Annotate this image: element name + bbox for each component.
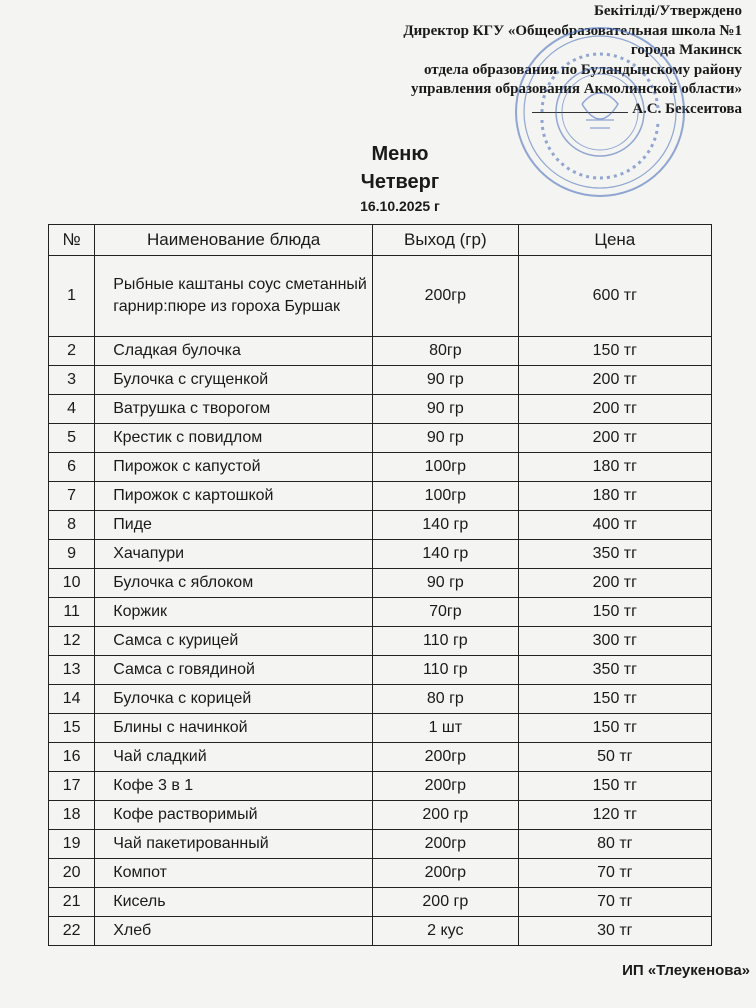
cell-price: 80 тг: [518, 830, 711, 859]
cell-name: Самса с курицей: [95, 627, 373, 656]
cell-price: 180 тг: [518, 482, 711, 511]
cell-num: 1: [49, 256, 95, 337]
cell-name: Хлеб: [95, 917, 373, 946]
table-row: [49, 772, 712, 801]
table-row: [49, 714, 712, 743]
cell-output: 140 гр: [373, 540, 519, 569]
cell-price: 70 тг: [518, 859, 711, 888]
menu-day: Четверг: [360, 171, 440, 193]
cell-output: 90 гр: [373, 395, 519, 424]
cell-output: 200гр: [373, 859, 519, 888]
table-row: [49, 656, 712, 685]
cell-num: 7: [49, 482, 95, 511]
cell-num: 20: [49, 859, 95, 888]
cell-name: Булочка с корицей: [95, 685, 373, 714]
table-row: [49, 337, 712, 366]
cell-price: 150 тг: [518, 714, 711, 743]
cell-price: 600 тг: [518, 256, 711, 337]
cell-price: 350 тг: [518, 540, 711, 569]
cell-output: 90 гр: [373, 569, 519, 598]
approval-line-1: Бекітілді/Утверждено: [593, 3, 742, 19]
cell-output: 90 гр: [373, 424, 519, 453]
cell-name: Коржик: [95, 598, 373, 627]
cell-num: 11: [49, 598, 95, 627]
cell-num: 17: [49, 772, 95, 801]
cell-price: 180 тг: [518, 453, 711, 482]
table-row: [49, 256, 712, 337]
cell-num: 15: [49, 714, 95, 743]
signatory-name: А.С. Бексеитова: [632, 100, 742, 117]
cell-output: 200гр: [373, 772, 519, 801]
cell-price: 400 тг: [518, 511, 711, 540]
cell-output: 80гр: [373, 337, 519, 366]
header-num: №: [49, 225, 95, 256]
cell-output: 2 кус: [373, 917, 519, 946]
cell-price: 150 тг: [518, 598, 711, 627]
cell-price: 150 тг: [518, 772, 711, 801]
table-row: [49, 453, 712, 482]
cell-num: 4: [49, 395, 95, 424]
menu-table-body: [49, 256, 712, 946]
stamp-seal-icon: [512, 24, 688, 200]
menu-date: 16.10.2025 г: [360, 198, 440, 214]
cell-output: 200гр: [373, 743, 519, 772]
cell-name: Крестик с повидлом: [95, 424, 373, 453]
cell-name: Чай пакетированный: [95, 830, 373, 859]
cell-output: 140 гр: [373, 511, 519, 540]
cell-num: 6: [49, 453, 95, 482]
cell-output: 200гр: [373, 256, 519, 337]
cell-name: Рыбные каштаны соус сметанный гарнир:пюре из гороха Буршак: [95, 256, 373, 337]
cell-num: 14: [49, 685, 95, 714]
approval-line-3: города Макинск: [630, 42, 742, 58]
table-row: [49, 801, 712, 830]
cell-output: 100гр: [373, 453, 519, 482]
cell-output: 110 гр: [373, 656, 519, 685]
cell-num: 21: [49, 888, 95, 917]
table-row: [49, 598, 712, 627]
table-header-row: [49, 225, 712, 256]
table-row: [49, 627, 712, 656]
table-row: [49, 917, 712, 946]
header-name: Наименование блюда: [95, 225, 373, 256]
table-row: [49, 569, 712, 598]
cell-name: Ватрушка с творогом: [95, 395, 373, 424]
table-row: [49, 395, 712, 424]
cell-price: 70 тг: [518, 888, 711, 917]
cell-num: 3: [49, 366, 95, 395]
cell-price: 120 тг: [518, 801, 711, 830]
cell-name: Пирожок с капустой: [95, 453, 373, 482]
cell-name: Пиде: [95, 511, 373, 540]
cell-name: Хачапури: [95, 540, 373, 569]
cell-output: 80 гр: [373, 685, 519, 714]
cell-num: 10: [49, 569, 95, 598]
cell-output: 90 гр: [373, 366, 519, 395]
cell-num: 8: [49, 511, 95, 540]
cell-price: 30 тг: [518, 917, 711, 946]
cell-name: Чай сладкий: [95, 743, 373, 772]
cell-num: 5: [49, 424, 95, 453]
cell-price: 50 тг: [518, 743, 711, 772]
cell-num: 19: [49, 830, 95, 859]
cell-output: 200 гр: [373, 888, 519, 917]
approval-line-4: отдела образования по Буландынскому району: [423, 61, 742, 78]
table-row: [49, 830, 712, 859]
table-row: [49, 366, 712, 395]
cell-name: Блины с начинкой: [95, 714, 373, 743]
table-row: [49, 685, 712, 714]
table-row: [49, 482, 712, 511]
cell-price: 150 тг: [518, 337, 711, 366]
table-row: [49, 540, 712, 569]
official-stamp: [512, 24, 688, 200]
menu-heading: [300, 140, 500, 216]
cell-output: 1 шт: [373, 714, 519, 743]
cell-num: 9: [49, 540, 95, 569]
cell-price: 200 тг: [518, 395, 711, 424]
cell-price: 150 тг: [518, 685, 711, 714]
cell-name: Кисель: [95, 888, 373, 917]
table-row: [49, 511, 712, 540]
table-row: [49, 424, 712, 453]
menu-table: [48, 224, 712, 946]
cell-price: 200 тг: [518, 366, 711, 395]
cell-num: 12: [49, 627, 95, 656]
header-output: Выход (гр): [373, 225, 519, 256]
cell-num: 16: [49, 743, 95, 772]
cell-name: Самса с говядиной: [95, 656, 373, 685]
approval-line-2: Директор КГУ «Общеобразовательная школа №1: [403, 22, 742, 39]
approval-line-5: управления образования Акмолинской области»: [411, 81, 742, 97]
cell-output: 200 гр: [373, 801, 519, 830]
cell-name: Кофе растворимый: [95, 801, 373, 830]
cell-name: Сладкая булочка: [95, 337, 373, 366]
cell-name: Кофе 3 в 1: [95, 772, 373, 801]
cell-name: Булочка с сгущенкой: [95, 366, 373, 395]
cell-num: 22: [49, 917, 95, 946]
cell-price: 200 тг: [518, 569, 711, 598]
table-row: [49, 888, 712, 917]
cell-output: 200гр: [373, 830, 519, 859]
footer-signature: ИП «Тлеукенова»: [622, 962, 750, 979]
cell-name: Пирожок с картошкой: [95, 482, 373, 511]
cell-output: 70гр: [373, 598, 519, 627]
cell-name: Компот: [95, 859, 373, 888]
cell-num: 13: [49, 656, 95, 685]
cell-price: 200 тг: [518, 424, 711, 453]
table-row: [49, 859, 712, 888]
header-price: Цена: [518, 225, 711, 256]
cell-num: 2: [49, 337, 95, 366]
cell-output: 100гр: [373, 482, 519, 511]
cell-price: 350 тг: [518, 656, 711, 685]
cell-num: 18: [49, 801, 95, 830]
table-row: [49, 743, 712, 772]
cell-price: 300 тг: [518, 627, 711, 656]
cell-output: 110 гр: [373, 627, 519, 656]
cell-name: Булочка с яблоком: [95, 569, 373, 598]
menu-title: Меню: [371, 143, 429, 165]
